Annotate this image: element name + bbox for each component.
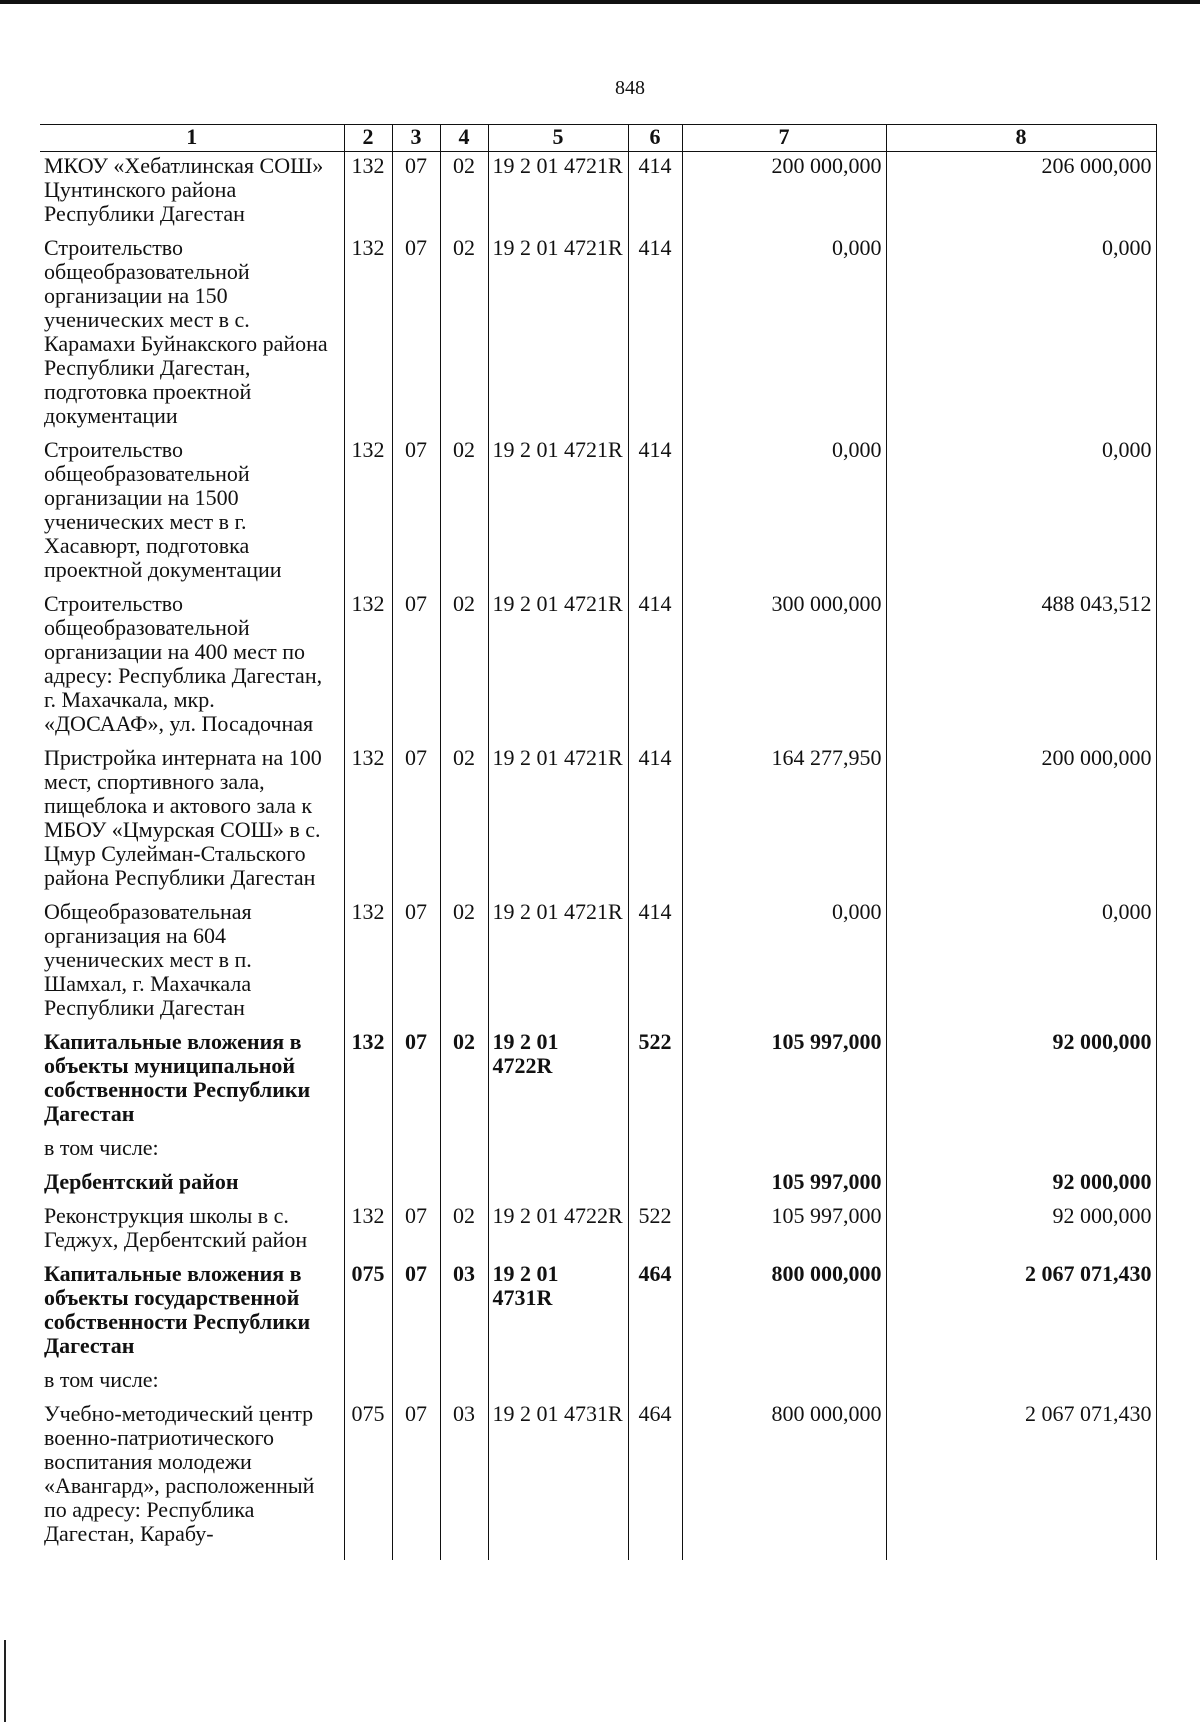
cell-col7: 164 277,950	[682, 744, 886, 898]
cell-col3: 07	[392, 152, 440, 235]
cell-col4: 02	[440, 436, 488, 590]
col-header-3: 3	[392, 125, 440, 152]
cell-col3: 07	[392, 436, 440, 590]
cell-col8: 0,000	[886, 436, 1156, 590]
cell-name: в том числе:	[40, 1366, 344, 1400]
table-row	[40, 152, 1156, 235]
cell-col8: 92 000,000	[886, 1028, 1156, 1134]
table-row	[40, 436, 1156, 590]
cell-col7	[682, 1366, 886, 1400]
cell-col6: 414	[628, 234, 682, 436]
cell-col2: 075	[344, 1400, 392, 1560]
cell-col6	[628, 1366, 682, 1400]
cell-col4: 02	[440, 744, 488, 898]
cell-col5	[488, 1366, 628, 1400]
cell-col8: 0,000	[886, 898, 1156, 1028]
cell-col5: 19 2 01 4721R	[488, 590, 628, 744]
cell-col7: 0,000	[682, 436, 886, 590]
cell-name: МКОУ «Хебатлинская СОШ» Цунтинского района Республики Дагестан	[40, 152, 344, 235]
cell-col3: 07	[392, 1202, 440, 1260]
cell-col2	[344, 1366, 392, 1400]
cell-col2: 132	[344, 152, 392, 235]
cell-col4	[440, 1168, 488, 1202]
cell-col7: 800 000,000	[682, 1260, 886, 1366]
cell-name: Реконструкция школы в с. Геджух, Дербентский район	[40, 1202, 344, 1260]
cell-col3: 07	[392, 898, 440, 1028]
cell-col4	[440, 1134, 488, 1168]
cell-col8: 0,000	[886, 234, 1156, 436]
cell-col6: 464	[628, 1260, 682, 1366]
col-header-6: 6	[628, 125, 682, 152]
table-row	[40, 1366, 1156, 1400]
table-row	[40, 1028, 1156, 1134]
cell-col3	[392, 1366, 440, 1400]
cell-name: Пристройка интерната на 100 мест, спортивного зала, пищеблока и актового зала к МБОУ «Цмурская СОШ» в с. Цмур Сулейман-Стальского района Республики Дагестан	[40, 744, 344, 898]
budget-table	[40, 124, 1157, 1560]
cell-col5: 19 2 01 4721R	[488, 234, 628, 436]
cell-col3	[392, 1134, 440, 1168]
cell-col7: 105 997,000	[682, 1028, 886, 1134]
cell-col3: 07	[392, 590, 440, 744]
header-row	[40, 125, 1156, 152]
cell-col7: 0,000	[682, 898, 886, 1028]
cell-col6	[628, 1168, 682, 1202]
cell-col6: 464	[628, 1400, 682, 1560]
cell-col6: 414	[628, 590, 682, 744]
cell-col6: 414	[628, 744, 682, 898]
cell-col7: 0,000	[682, 234, 886, 436]
cell-name: Капитальные вложения в объекты государственной собственности Республики Дагестан	[40, 1260, 344, 1366]
cell-col5: 19 2 01 4721R	[488, 744, 628, 898]
table-row	[40, 898, 1156, 1028]
cell-col5	[488, 1168, 628, 1202]
cell-col3: 07	[392, 744, 440, 898]
col-header-8: 8	[886, 125, 1156, 152]
cell-col8	[886, 1366, 1156, 1400]
cell-name: Общеобразовательная организация на 604 ученических мест в п. Шамхал, г. Махачкала Республики Дагестан	[40, 898, 344, 1028]
table-row	[40, 1168, 1156, 1202]
cell-col4: 02	[440, 1202, 488, 1260]
cell-col8: 206 000,000	[886, 152, 1156, 235]
cell-col5: 19 2 01 4721R	[488, 152, 628, 235]
cell-col3: 07	[392, 234, 440, 436]
cell-col4: 02	[440, 1028, 488, 1134]
cell-col3: 07	[392, 1400, 440, 1560]
cell-col2: 075	[344, 1260, 392, 1366]
cell-col3: 07	[392, 1260, 440, 1366]
table-row	[40, 1400, 1156, 1560]
cell-col8	[886, 1134, 1156, 1168]
col-header-7: 7	[682, 125, 886, 152]
cell-name: Строительство общеобразовательной организации на 400 мест по адресу: Республика Дагестан, г. Махачкала, мкр. «ДОСААФ», ул. Посадочная	[40, 590, 344, 744]
cell-col6	[628, 1134, 682, 1168]
cell-name: Строительство общеобразовательной организации на 1500 ученических мест в г. Хасавюрт, подготовка проектной документации	[40, 436, 344, 590]
cell-col5: 19 2 01 4721R	[488, 898, 628, 1028]
col-header-1: 1	[40, 125, 344, 152]
cell-col5: 19 2 01 4731R	[488, 1260, 628, 1366]
cell-col8: 92 000,000	[886, 1168, 1156, 1202]
cell-col4: 02	[440, 590, 488, 744]
cell-col3	[392, 1168, 440, 1202]
cell-col7: 800 000,000	[682, 1400, 886, 1560]
cell-col7: 300 000,000	[682, 590, 886, 744]
cell-col5: 19 2 01 4721R	[488, 436, 628, 590]
col-header-4: 4	[440, 125, 488, 152]
cell-col6: 522	[628, 1202, 682, 1260]
cell-col6: 414	[628, 898, 682, 1028]
cell-col2: 132	[344, 436, 392, 590]
cell-col5: 19 2 01 4722R	[488, 1028, 628, 1134]
table-row	[40, 234, 1156, 436]
cell-col8: 2 067 071,430	[886, 1400, 1156, 1560]
table-row	[40, 590, 1156, 744]
cell-name: Капитальные вложения в объекты муниципальной собственности Республики Дагестан	[40, 1028, 344, 1134]
page-number: 848	[615, 77, 645, 99]
cell-col3: 07	[392, 1028, 440, 1134]
table-row	[40, 1134, 1156, 1168]
cell-col4: 02	[440, 898, 488, 1028]
cell-col2: 132	[344, 590, 392, 744]
cell-name: Учебно-методический центр военно-патриотического воспитания молодежи «Авангард», расположенный по адресу: Республика Дагестан, Карабу-	[40, 1400, 344, 1560]
cell-col5: 19 2 01 4731R	[488, 1400, 628, 1560]
cell-col6: 522	[628, 1028, 682, 1134]
left-margin-line	[4, 1640, 6, 1722]
table-row	[40, 744, 1156, 898]
cell-col4: 03	[440, 1400, 488, 1560]
cell-col2: 132	[344, 744, 392, 898]
cell-col8: 488 043,512	[886, 590, 1156, 744]
cell-name: Строительство общеобразовательной организации на 150 ученических мест в с. Карамахи Буйнакского района Республики Дагестан, подготовка проектной документации	[40, 234, 344, 436]
cell-col8: 2 067 071,430	[886, 1260, 1156, 1366]
cell-col6: 414	[628, 436, 682, 590]
cell-col8: 92 000,000	[886, 1202, 1156, 1260]
table-row	[40, 1260, 1156, 1366]
cell-col7: 200 000,000	[682, 152, 886, 235]
cell-col5: 19 2 01 4722R	[488, 1202, 628, 1260]
cell-col2	[344, 1168, 392, 1202]
cell-name: Дербентский район	[40, 1168, 344, 1202]
cell-col5	[488, 1134, 628, 1168]
cell-col4: 03	[440, 1260, 488, 1366]
cell-col7	[682, 1134, 886, 1168]
cell-col4: 02	[440, 152, 488, 235]
cell-col2: 132	[344, 1202, 392, 1260]
cell-col7: 105 997,000	[682, 1202, 886, 1260]
cell-col2: 132	[344, 234, 392, 436]
cell-col2: 132	[344, 898, 392, 1028]
cell-col2: 132	[344, 1028, 392, 1134]
col-header-5: 5	[488, 125, 628, 152]
cell-col4	[440, 1366, 488, 1400]
col-header-2: 2	[344, 125, 392, 152]
cell-col2	[344, 1134, 392, 1168]
cell-col8: 200 000,000	[886, 744, 1156, 898]
table-row	[40, 1202, 1156, 1260]
top-border-line	[0, 0, 1200, 4]
cell-col7: 105 997,000	[682, 1168, 886, 1202]
cell-name: в том числе:	[40, 1134, 344, 1168]
cell-col6: 414	[628, 152, 682, 235]
cell-col4: 02	[440, 234, 488, 436]
